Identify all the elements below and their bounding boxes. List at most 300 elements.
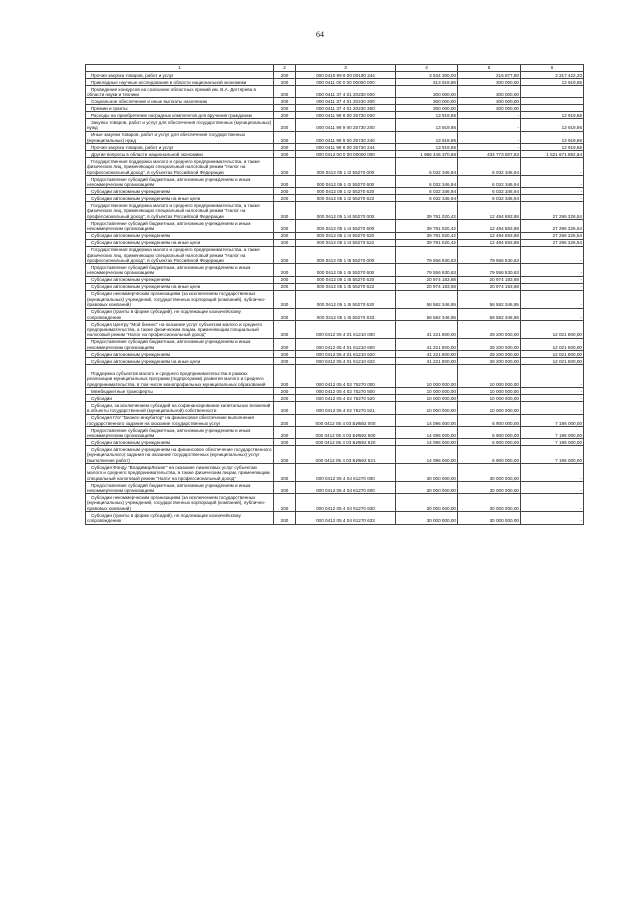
row-code: 200	[274, 112, 296, 119]
row-classification: 000 0412 05 1 I4 55270 000	[296, 202, 396, 220]
row-approved-value: 313 919,86	[396, 79, 458, 86]
row-classification: 000 0412 05 4 01 61210 622	[296, 358, 396, 365]
row-approved-value: 41 221 800,00	[396, 351, 458, 358]
row-code: 200	[274, 131, 296, 143]
row-code: 200	[274, 308, 296, 320]
row-name	[86, 79, 274, 86]
table-row	[86, 402, 584, 414]
row-classification: 000 0412 05 1 I5 55270 600	[296, 264, 396, 276]
row-name-text: Расходы на приобретение наградных комплектов для вручения гражданам	[91, 112, 252, 118]
row-name	[86, 308, 274, 320]
row-classification: 000 0412 05 1 I4 55270 622	[296, 239, 396, 246]
row-executed-value: 12 494 693,88	[458, 202, 521, 220]
row-unexecuted-value: 12 021 800,00	[521, 338, 584, 350]
row-name	[86, 119, 274, 131]
row-classification: 000 0412 05 4 04 61270 630	[296, 494, 396, 512]
row-unexecuted-value: -	[521, 395, 584, 402]
row-unexecuted-value: 12 021 800,00	[521, 358, 584, 365]
row-approved-value: 41 221 800,00	[396, 320, 458, 338]
row-classification: 000 0412 05 4 01 61210 620	[296, 351, 396, 358]
row-classification: 000 0412 05 4 02 75270 500	[296, 388, 396, 395]
row-approved-value: 39 791 020,42	[396, 220, 458, 232]
row-name	[86, 72, 274, 79]
table-row	[86, 388, 584, 395]
row-unexecuted-value	[521, 86, 584, 98]
row-approved-value: 13 919,86	[396, 144, 458, 151]
row-executed-value: 6 900 000,00	[458, 414, 521, 426]
row-unexecuted-value: -	[521, 283, 584, 290]
row-classification: 000 0412 05 4 02 75270 520	[296, 395, 396, 402]
row-name	[86, 494, 274, 512]
row-classification: 000 0412 05 4 01 61210 600	[296, 338, 396, 350]
row-name-text: Субсидии автономным учреждениям	[91, 277, 171, 283]
row-name-text: Предоставление субсидий бюджетным, автономным учреждениям и иным некоммерческим организациям	[87, 220, 251, 232]
row-unexecuted-value: 7 196 000,00	[521, 446, 584, 464]
row-name-text: Другие вопросы в области национальной экономики	[91, 151, 203, 157]
row-name-text: Предоставление субсидий бюджетным, автономным учреждениям и иным некоммерческим организациям	[87, 427, 251, 439]
row-executed-value: 79 556 530,63	[458, 246, 521, 264]
row-name	[86, 388, 274, 395]
row-unexecuted-value: -	[521, 290, 584, 308]
row-unexecuted-value: -	[521, 188, 584, 195]
row-name-text: Предоставление субсидий бюджетным, автономным учреждениям и иным некоммерческим организациям	[87, 176, 251, 187]
table-row	[86, 202, 584, 220]
row-name-text: Субсидии автономным учреждениям на финансовое обеспечение государственного (муниципального) задания на оказание государственных (муниципальных) услуг (выполнение работ)	[87, 447, 272, 463]
row-code: 200	[274, 276, 296, 283]
table-row	[86, 308, 584, 320]
row-executed-value: 30 000 000,00	[458, 512, 521, 524]
row-classification: 000 0412 05 1 I5 55270 000	[296, 246, 396, 264]
table-row	[86, 482, 584, 494]
row-name	[86, 98, 274, 105]
table-row	[86, 220, 584, 232]
row-executed-value: -	[458, 144, 521, 151]
row-unexecuted-value: 27 296 326,54	[521, 232, 584, 239]
row-code: 200	[274, 446, 296, 464]
table-row	[86, 338, 584, 350]
row-name	[86, 283, 274, 290]
row-approved-value: 300 000,00	[396, 86, 458, 98]
row-classification: 000 0412 05 4 04 61270 633	[296, 512, 396, 524]
row-code: 200	[274, 351, 296, 358]
column-number: 4	[396, 65, 458, 72]
row-executed-value: 29 200 000,00	[458, 338, 521, 350]
row-name	[86, 358, 274, 365]
row-name	[86, 112, 274, 119]
row-name	[86, 131, 274, 143]
row-approved-value: 30 000 000,00	[396, 494, 458, 512]
table-row	[86, 195, 584, 202]
row-classification: 000 0412 05 1 I2 55270 600	[296, 175, 396, 187]
row-code: 200	[274, 144, 296, 151]
row-approved-value: 300 000,00	[396, 98, 458, 105]
table-row	[86, 112, 584, 119]
row-classification: 000 0412 05 1 I5 55270 620	[296, 276, 396, 283]
row-executed-value: 6 032 346,94	[458, 175, 521, 187]
row-approved-value: 10 000 000,00	[396, 388, 458, 395]
row-unexecuted-value: 7 196 000,00	[521, 427, 584, 439]
row-name	[86, 144, 274, 151]
row-unexecuted-value: 7 196 000,00	[521, 414, 584, 426]
row-executed-value: 58 582 346,95	[458, 290, 521, 308]
row-classification: 000 0412 05 4 03 БИ592 620	[296, 439, 396, 446]
row-code: 200	[274, 512, 296, 524]
table-row	[86, 351, 584, 358]
row-name-text: Прочая закупка товаров, работ и услуг	[91, 72, 174, 78]
table-row	[86, 290, 584, 308]
row-approved-value: 79 556 530,63	[396, 264, 458, 276]
row-name	[86, 320, 274, 338]
row-approved-value: 58 582 346,95	[396, 290, 458, 308]
row-code: 200	[274, 105, 296, 112]
column-number: 2	[274, 65, 296, 72]
table-row	[86, 246, 584, 264]
table-row	[86, 131, 584, 143]
row-unexecuted-value	[521, 98, 584, 105]
row-code: 200	[274, 482, 296, 494]
row-name	[86, 446, 274, 464]
row-executed-value: -	[458, 119, 521, 131]
row-executed-value: 10 000 000,00	[458, 388, 521, 395]
row-executed-value: 30 000 000,00	[458, 482, 521, 494]
table-row	[86, 512, 584, 524]
row-name	[86, 464, 274, 482]
row-executed-value: 300 000,00	[458, 86, 521, 98]
row-unexecuted-value: 7 196 000,00	[521, 439, 584, 446]
row-executed-value: 300 000,00	[458, 105, 521, 112]
row-classification: 000 0411 99 9 00 25730 200	[296, 119, 396, 131]
row-name-text: Субсидии автономным учреждениям	[91, 188, 171, 194]
row-executed-value: 12 494 693,88	[458, 220, 521, 232]
row-classification: 000 0412 05 4 03 БИ592 600	[296, 427, 396, 439]
table-row	[86, 119, 584, 131]
row-approved-value: 13 919,86	[396, 131, 458, 143]
row-name	[86, 290, 274, 308]
row-name-text: Иные закупки товаров, работ и услуг для обеспечения государственных (муниципальных) нужд	[87, 132, 246, 143]
row-name	[86, 246, 274, 264]
row-classification: 000 0412 05 4 02 75270 000	[296, 365, 396, 388]
row-code: 200	[274, 320, 296, 338]
row-executed-value: 29 200 000,00	[458, 351, 521, 358]
row-code: 200	[274, 72, 296, 79]
row-name-text: Субсидия Центру "Мой бизнес" на оказание услуг субъектам малого и среднего предпринимательства, а также физическим лицам, применяющим специальный налоговый режим "Налог на профессиональный доход"	[87, 321, 263, 338]
row-name	[86, 86, 274, 98]
table-row	[86, 464, 584, 482]
row-executed-value: 79 556 530,63	[458, 264, 521, 276]
row-classification: 000 0412 05 1 I4 55270 620	[296, 232, 396, 239]
row-name-text: Межбюджетные трансферты	[91, 388, 153, 394]
table-row	[86, 86, 584, 98]
row-unexecuted-value: -	[521, 482, 584, 494]
table-row	[86, 365, 584, 388]
row-classification: 000 0411 37 4 01 20230 300	[296, 98, 396, 105]
row-name-text: Прикладные научные исследования в области национальной экономики	[91, 79, 247, 85]
row-code: 200	[274, 338, 296, 350]
row-approved-value: 6 032 346,94	[396, 188, 458, 195]
row-classification: 000 0411 99 9 00 25730 240	[296, 131, 396, 143]
row-name	[86, 414, 274, 426]
table-body	[86, 72, 584, 525]
row-code: 200	[274, 414, 296, 426]
row-classification: 000 0411 37 4 01 20230 000	[296, 86, 396, 98]
row-name	[86, 427, 274, 439]
row-approved-value: 10 000 000,00	[396, 402, 458, 414]
table-row	[86, 427, 584, 439]
table-row	[86, 151, 584, 158]
row-code: 200	[274, 395, 296, 402]
row-name	[86, 202, 274, 220]
row-approved-value: 30 000 000,00	[396, 482, 458, 494]
row-executed-value: 29 200 000,00	[458, 358, 521, 365]
row-classification: 000 0411 00 0 00 00000 000	[296, 79, 396, 86]
row-name-text: Закупка товаров, работ и услуг для обеспечения государственных (муниципальных) нужд	[87, 119, 272, 131]
row-name	[86, 338, 274, 350]
row-classification: 000 0412 05 1 I2 55270 620	[296, 188, 396, 195]
row-name	[86, 439, 274, 446]
row-approved-value: 20 974 183,68	[396, 283, 458, 290]
table-row	[86, 105, 584, 112]
row-name-text: Субсидии	[91, 395, 112, 401]
row-name	[86, 220, 274, 232]
row-approved-value: 39 791 020,42	[396, 202, 458, 220]
row-classification: 000 0411 37 4 01 20230 350	[296, 105, 396, 112]
row-executed-value: 20 974 183,68	[458, 276, 521, 283]
row-unexecuted-value: -	[521, 158, 584, 176]
table-row	[86, 414, 584, 426]
row-approved-value: 58 582 346,95	[396, 308, 458, 320]
row-approved-value: 30 000 000,00	[396, 464, 458, 482]
row-unexecuted-value: -	[521, 512, 584, 524]
row-unexecuted-value: 13 919,86	[521, 144, 584, 151]
row-classification: 000 0412 05 4 01 61210 000	[296, 320, 396, 338]
row-unexecuted-value: -	[521, 195, 584, 202]
row-unexecuted-value: -	[521, 402, 584, 414]
row-code: 200	[274, 283, 296, 290]
row-name	[86, 188, 274, 195]
table-row	[86, 188, 584, 195]
row-name	[86, 239, 274, 246]
row-approved-value: 14 096 000,00	[396, 446, 458, 464]
row-name-text: Субсидии (гранты в форме субсидий), не подлежащие казначейскому сопровождению	[87, 512, 241, 524]
row-name-text: Премии и гранты	[91, 105, 128, 111]
row-unexecuted-value: 12 021 800,00	[521, 320, 584, 338]
row-unexecuted-value: 13 919,86	[521, 112, 584, 119]
table-row	[86, 79, 584, 86]
table-row	[86, 239, 584, 246]
row-name-text: Субсидии автономным учреждениям	[91, 440, 171, 446]
row-executed-value: 6 032 346,94	[458, 195, 521, 202]
column-number-row	[86, 65, 584, 72]
row-executed-value: 10 000 000,00	[458, 365, 521, 388]
row-classification: 000 0412 05 4 02 75270 521	[296, 402, 396, 414]
row-approved-value: 6 032 346,94	[396, 158, 458, 176]
row-code: 200	[274, 246, 296, 264]
row-code: 200	[274, 220, 296, 232]
row-name-text: Субсидии (гранты в форме субсидий), не подлежащие казначейскому сопровождению	[87, 309, 241, 320]
row-code: 200	[274, 175, 296, 187]
row-name-text: Субсидии автономным учреждениям на иные цели	[91, 195, 201, 201]
row-approved-value: 6 032 346,94	[396, 195, 458, 202]
row-name-text: Государственная поддержка малого и среднего предпринимательства, а также физических лиц, применяющих специальный налоговый режим "Налог на профессиональный доход", в субъектах Российской Федерации	[87, 202, 260, 219]
budget-table	[85, 64, 584, 525]
row-name-text: Предоставление субсидий бюджетным, автономным учреждениям и иным некоммерческим организациям	[87, 264, 251, 276]
row-approved-value: 14 096 000,00	[396, 427, 458, 439]
row-unexecuted-value: -	[521, 365, 584, 388]
row-approved-value: 6 032 346,94	[396, 175, 458, 187]
row-approved-value: 13 919,86	[396, 112, 458, 119]
row-name-text: Субсидии некоммерческим организациям (за исключением государственных (муниципальных) учреждений, государственных корпораций (компаний), публично-правовых компаний)	[87, 495, 266, 511]
row-executed-value: 6 900 000,00	[458, 439, 521, 446]
row-name-text: Предоставление субсидий бюджетным, автономным учреждениям и иным некоммерческим организациям	[87, 482, 251, 494]
row-executed-value: 30 000 000,00	[458, 494, 521, 512]
row-name	[86, 151, 274, 158]
row-executed-value: 216 877,80	[458, 72, 521, 79]
row-approved-value: 13 919,86	[396, 119, 458, 131]
column-number: 3	[296, 65, 396, 72]
row-code: 200	[274, 464, 296, 482]
row-name	[86, 351, 274, 358]
row-unexecuted-value	[521, 105, 584, 112]
table-row	[86, 320, 584, 338]
row-classification: 000 0412 05 1 I5 55270 633	[296, 308, 396, 320]
row-unexecuted-value: 13 919,86	[521, 79, 584, 86]
row-name	[86, 402, 274, 414]
row-approved-value: 10 000 000,00	[396, 365, 458, 388]
row-name-text: Субсидии автономным учреждениям на иные цели	[91, 358, 201, 364]
row-executed-value: 6 900 000,00	[458, 427, 521, 439]
row-code: 200	[274, 151, 296, 158]
column-number: 1	[86, 65, 274, 72]
row-name-text: Субсидии автономным учреждениям	[91, 233, 171, 239]
row-classification: 000 0412 05 1 I2 55270 622	[296, 195, 396, 202]
row-approved-value: 1 956 445 370,66	[396, 151, 458, 158]
row-name-text: Государственная поддержка малого и среднего предпринимательства, а также физических лиц, применяющих специальный налоговый режим "Налог на профессиональный доход", в субъектах Российской Федерации	[87, 247, 260, 263]
row-executed-value: 58 582 346,95	[458, 308, 521, 320]
row-name	[86, 175, 274, 187]
row-code: 200	[274, 79, 296, 86]
row-unexecuted-value: 13 919,86	[521, 119, 584, 131]
row-code: 200	[274, 202, 296, 220]
row-name	[86, 512, 274, 524]
row-code: 200	[274, 427, 296, 439]
row-classification: 000 0412 05 4 03 БИ592 000	[296, 414, 396, 426]
row-name-text: Субсидии некоммерческим организациям (за исключением государственных (муниципальных) учреждений, государственных корпораций (компаний), публично-правовых компаний)	[87, 291, 266, 308]
row-name	[86, 276, 274, 283]
column-number: 6	[521, 65, 584, 72]
row-code: 200	[274, 494, 296, 512]
row-name	[86, 482, 274, 494]
table-row	[86, 494, 584, 512]
row-name-text: Субсидии, за исключением субсидий на софинансирование капитальных вложений в объекты государственной (муниципальной) собственности	[87, 402, 271, 414]
row-code: 200	[274, 402, 296, 414]
row-approved-value: 30 000 000,00	[396, 512, 458, 524]
row-executed-value: 29 200 000,00	[458, 320, 521, 338]
row-executed-value: 30 000 000,00	[458, 464, 521, 482]
row-approved-value: 39 791 020,42	[396, 239, 458, 246]
row-executed-value: 6 032 346,94	[458, 188, 521, 195]
row-code: 200	[274, 119, 296, 131]
row-name-text: Социальное обеспечение и иные выплаты населению	[91, 98, 208, 104]
row-classification: 000 0411 99 9 00 25730 244	[296, 144, 396, 151]
row-name-text: Государственная поддержка малого и среднего предпринимательства, а также физических лиц, применяющих специальный налоговый режим "Налог на профессиональный доход", в субъектах Российской Федерации	[87, 158, 260, 175]
row-code: 200	[274, 365, 296, 388]
row-code: 200	[274, 358, 296, 365]
row-name-text: Субсидии автономным учреждениям на иные цели	[91, 284, 201, 290]
row-executed-value: -	[458, 131, 521, 143]
row-code: 200	[274, 232, 296, 239]
row-classification: 000 0410 99 9 00 00190 244	[296, 72, 396, 79]
row-unexecuted-value: 27 296 326,54	[521, 239, 584, 246]
row-code: 200	[274, 158, 296, 176]
row-code: 200	[274, 86, 296, 98]
row-approved-value: 10 000 000,00	[396, 395, 458, 402]
row-unexecuted-value: 27 296 326,54	[521, 202, 584, 220]
row-approved-value: 79 556 530,63	[396, 246, 458, 264]
row-classification: 000 0412 05 4 04 61270 600	[296, 482, 396, 494]
row-name-text: Субсидия ГАУ "Бизнес-инкубатор" на финансовое обеспечение выполнения государственного задания на оказание государственных услуг	[87, 415, 254, 426]
row-executed-value: 10 000 000,00	[458, 395, 521, 402]
row-classification: 000 0412 05 1 I2 55270 000	[296, 158, 396, 176]
row-classification: 000 0411 99 9 00 25730 000	[296, 112, 396, 119]
row-unexecuted-value: -	[521, 264, 584, 276]
table-row	[86, 158, 584, 176]
row-unexecuted-value: -	[521, 175, 584, 187]
row-executed-value: 434 773 507,82	[458, 151, 521, 158]
row-name	[86, 195, 274, 202]
row-name	[86, 105, 274, 112]
row-name-text: Субсидии автономным учреждениям	[91, 351, 171, 357]
row-approved-value: 20 974 183,68	[396, 276, 458, 283]
row-name-text: Субсидии автономным учреждениям на иные цели	[91, 240, 201, 246]
row-classification: 000 0412 05 4 04 61270 000	[296, 464, 396, 482]
table-row	[86, 72, 584, 79]
row-approved-value: 14 096 000,00	[396, 439, 458, 446]
row-name-text: Прочая закупка товаров, работ и услуг	[91, 144, 174, 150]
row-approved-value: 3 534 300,00	[396, 72, 458, 79]
table-row	[86, 395, 584, 402]
row-code: 200	[274, 388, 296, 395]
row-executed-value: 12 494 693,88	[458, 232, 521, 239]
row-code: 200	[274, 290, 296, 308]
table-row	[86, 232, 584, 239]
row-unexecuted-value: -	[521, 246, 584, 264]
table-row	[86, 264, 584, 276]
row-name-text: Проведение конкурсов на соискание областных премий им. В.А. Дегтярева в области науки и техники	[87, 86, 256, 97]
table-row	[86, 276, 584, 283]
row-unexecuted-value: 13 919,86	[521, 131, 584, 143]
row-name	[86, 264, 274, 276]
table-row	[86, 98, 584, 105]
row-name-text: Предоставление субсидий бюджетным, автономным учреждениям и иным некоммерческим организациям	[87, 339, 251, 350]
row-unexecuted-value: -	[521, 308, 584, 320]
row-executed-value: 300 000,00	[458, 79, 521, 86]
row-unexecuted-value: 3 317 422,20	[521, 72, 584, 79]
table-row	[86, 358, 584, 365]
row-classification: 000 0412 05 1 I5 55270 630	[296, 290, 396, 308]
table-row	[86, 175, 584, 187]
row-code: 200	[274, 239, 296, 246]
row-name	[86, 395, 274, 402]
row-executed-value: 300 000,00	[458, 98, 521, 105]
row-code: 200	[274, 195, 296, 202]
row-executed-value: -	[458, 112, 521, 119]
row-executed-value: 20 974 183,68	[458, 283, 521, 290]
row-name-text: Субсидия Фонду "ВладимирЛизинг" на оказание лизинговых услуг субъектам малого и среднего предпринимательства, а также физическим лицам, применяющим специальный налоговый режим "Налог на профессиональный доход"	[87, 464, 270, 481]
row-classification: 000 0412 05 1 I4 55270 600	[296, 220, 396, 232]
row-unexecuted-value: -	[521, 276, 584, 283]
row-approved-value: 300 000,00	[396, 105, 458, 112]
table-row	[86, 144, 584, 151]
